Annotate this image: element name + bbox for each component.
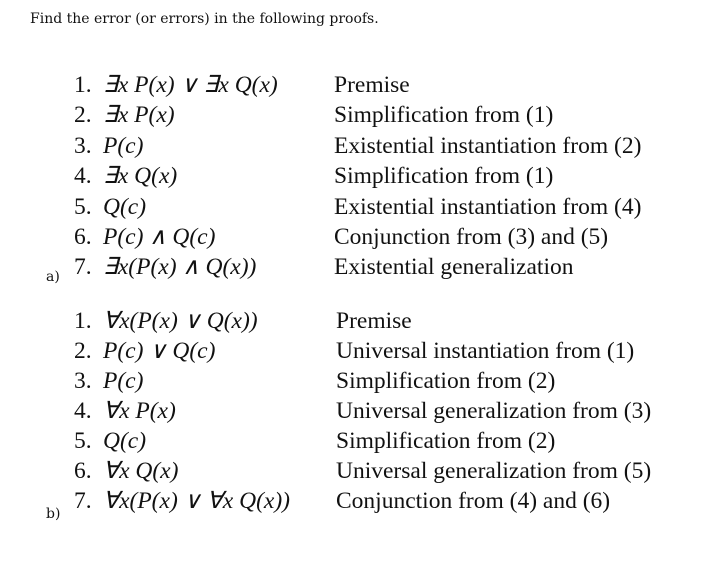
step-number: 7. [74, 254, 92, 281]
step-reason: Premise [334, 72, 410, 98]
step-reason: Existential instantiation from (2) [334, 132, 642, 159]
step-reason: Conjunction from (3) and (5) [334, 223, 609, 250]
step-number: 4. [74, 163, 92, 190]
step-number: 5. [74, 428, 92, 454]
step-number: 5. [74, 193, 92, 220]
step-statement: P(c) [103, 132, 144, 159]
part-b-label: b) [46, 506, 61, 522]
step-reason: Existential instantiation from (4) [334, 193, 642, 220]
step-statement: ∃x(P(x) ∧ Q(x)) [103, 254, 257, 281]
step-number: 2. [74, 102, 92, 129]
step-statement: ∀x Q(x) [103, 458, 179, 484]
step-reason: Conjunction from (4) and (6) [336, 488, 611, 514]
step-reason: Universal generalization from (5) [336, 458, 652, 484]
step-statement: ∃x P(x) [103, 102, 175, 129]
step-statement: ∃x Q(x) [103, 163, 178, 190]
step-number: 6. [74, 223, 92, 250]
step-number: 3. [74, 368, 92, 394]
step-reason: Simplification from (1) [334, 102, 554, 129]
step-statement: ∃x P(x) ∨ ∃x Q(x) [103, 72, 278, 98]
step-number: 3. [74, 132, 92, 159]
step-number: 1. [74, 72, 92, 98]
step-number: 1. [74, 308, 92, 334]
step-reason: Universal instantiation from (1) [336, 338, 635, 364]
part-a-label: a) [46, 269, 60, 285]
instruction-text: Find the error (or errors) in the following proofs. [30, 11, 379, 27]
step-statement: ∀x(P(x) ∨ Q(x)) [103, 308, 258, 334]
step-statement: P(c) ∧ Q(c) [103, 223, 216, 250]
step-number: 7. [74, 488, 92, 514]
step-statement: ∀x(P(x) ∨ ∀x Q(x)) [103, 488, 290, 514]
step-statement: Q(c) [103, 193, 147, 220]
step-reason: Premise [336, 308, 412, 334]
step-reason: Existential generalization [334, 254, 574, 281]
step-statement: P(c) ∨ Q(c) [103, 338, 216, 364]
step-reason: Simplification from (2) [336, 428, 556, 454]
step-reason: Simplification from (1) [334, 163, 554, 190]
step-number: 2. [74, 338, 92, 364]
step-reason: Simplification from (2) [336, 368, 556, 394]
step-number: 4. [74, 398, 92, 424]
step-number: 6. [74, 458, 92, 484]
step-statement: P(c) [103, 368, 144, 394]
step-statement: Q(c) [103, 428, 147, 454]
step-statement: ∀x P(x) [103, 398, 176, 424]
step-reason: Universal generalization from (3) [336, 398, 652, 424]
